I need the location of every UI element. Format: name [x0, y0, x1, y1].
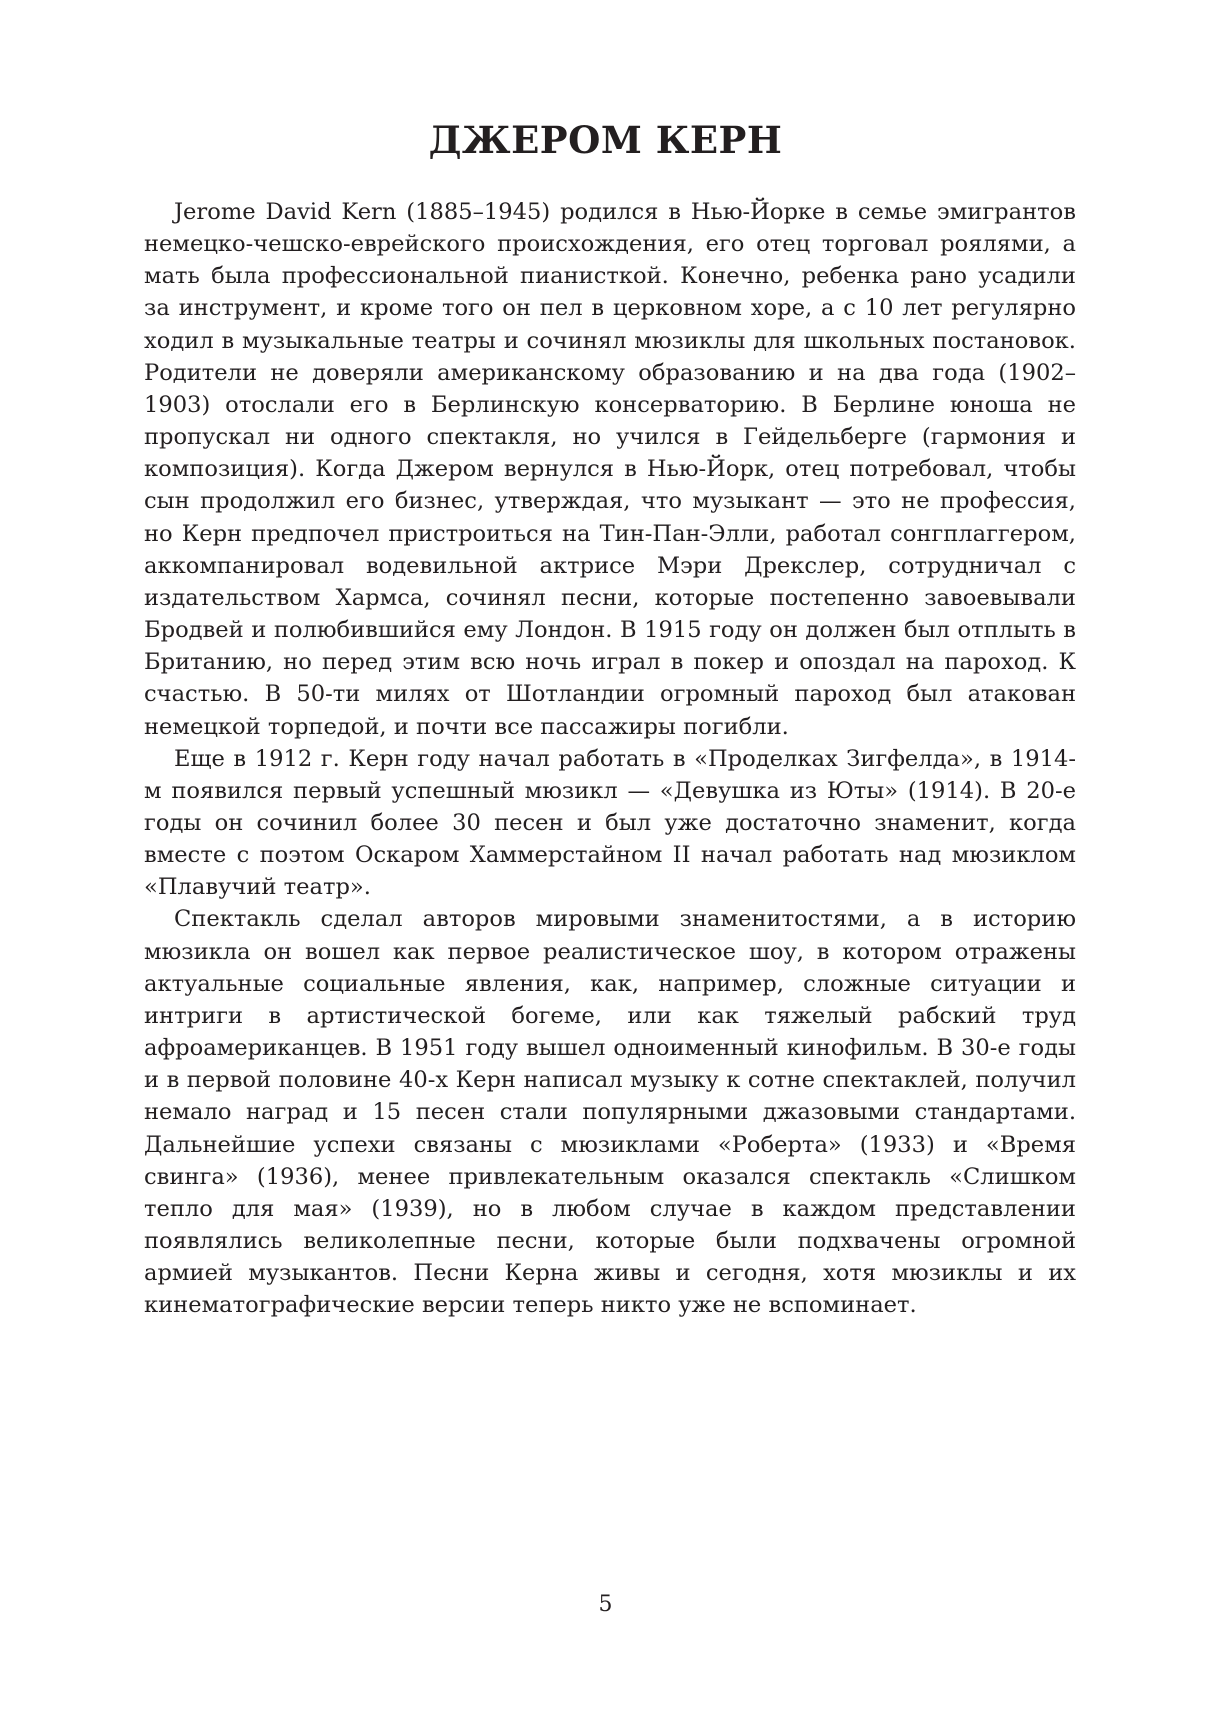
article-body	[144, 196, 1076, 1321]
paragraph-1: Jerome David Kern (1885–1945) родился в Нью-Йорке в семье эмигрантов немецко-чешско-еврейского происхождения, его отец торговал роялями, а мать была профессиональной пианисткой. Конечно, ребенка рано усадили за инструмент, и кроме того он пел в церковном хоре, а с 10 лет регулярно ходил в музыкальные театры и сочинял мюзиклы для школьных постановок. Родители не доверяли американскому образованию и на два года (1902–1903) отослали его в Берлинскую консерваторию. В Берлине юноша не пропускал ни одного спектакля, но учился в Гейдельберге (гармония и композиция). Когда Джером вернулся в Нью-Йорк, отец потребовал, чтобы сын продолжил его бизнес, утверждая, что музыкант — это не профессия, но Керн предпочел пристроиться на Тин-Пан-Элли, работал сонгплаггером, аккомпанировал водевильной актрисе Мэри Дрекслер, сотрудничал с издательством Хармса, сочинял песни, которые постепенно завоевывали Бродвей и полюбившийся ему Лондон. В 1915 году он должен был отплыть в Британию, но перед этим всю ночь играл в покер и опоздал на пароход. К счастью. В 50-ти милях от Шотландии огромный пароход был атакован немецкой торпедой, и почти все пассажиры погибли.	[144, 199, 1076, 740]
paragraph-2: Еще в 1912 г. Керн году начал работать в «Проделках Зигфелда», в 1914-м появился первый успешный мюзикл — «Девушка из Юты» (1914). В 20-е годы он сочинил более 30 песен и был уже достаточно знаменит, когда вместе с поэтом Оскаром Хаммерстайном II начал работать над мюзиклом «Плавучий театр».	[144, 745, 1076, 901]
page-title: ДЖЕРОМ КЕРН	[428, 118, 783, 162]
page-number: 5	[598, 1592, 613, 1617]
paragraph-3: Спектакль сделал авторов мировыми знаменитостями, а в историю мюзикла он вошел как первое реалистическое шоу, в котором отражены актуальные социальные явления, как, например, сложные ситуации и интриги в артистической богеме, или как тяжелый рабский труд афроамериканцев. В 1951 году вышел одноименный кинофильм. В 30-е годы и в первой половине 40-х Керн написал музыку к сотне спектаклей, получил немало наград и 15 песен стали популярными джазовыми стандартами. Дальнейшие успехи связаны с мюзиклами «Роберта» (1933) и «Время свинга» (1936), менее привлекательным оказался спектакль «Слишком тепло для мая» (1939), но в любом случае в каждом представлении появлялись великолепные песни, которые были подхвачены огромной армией музыкантов. Песни Керна живы и сегодня, хотя мюзиклы и их кинематографические версии теперь никто уже не вспоминает.	[144, 906, 1076, 1319]
